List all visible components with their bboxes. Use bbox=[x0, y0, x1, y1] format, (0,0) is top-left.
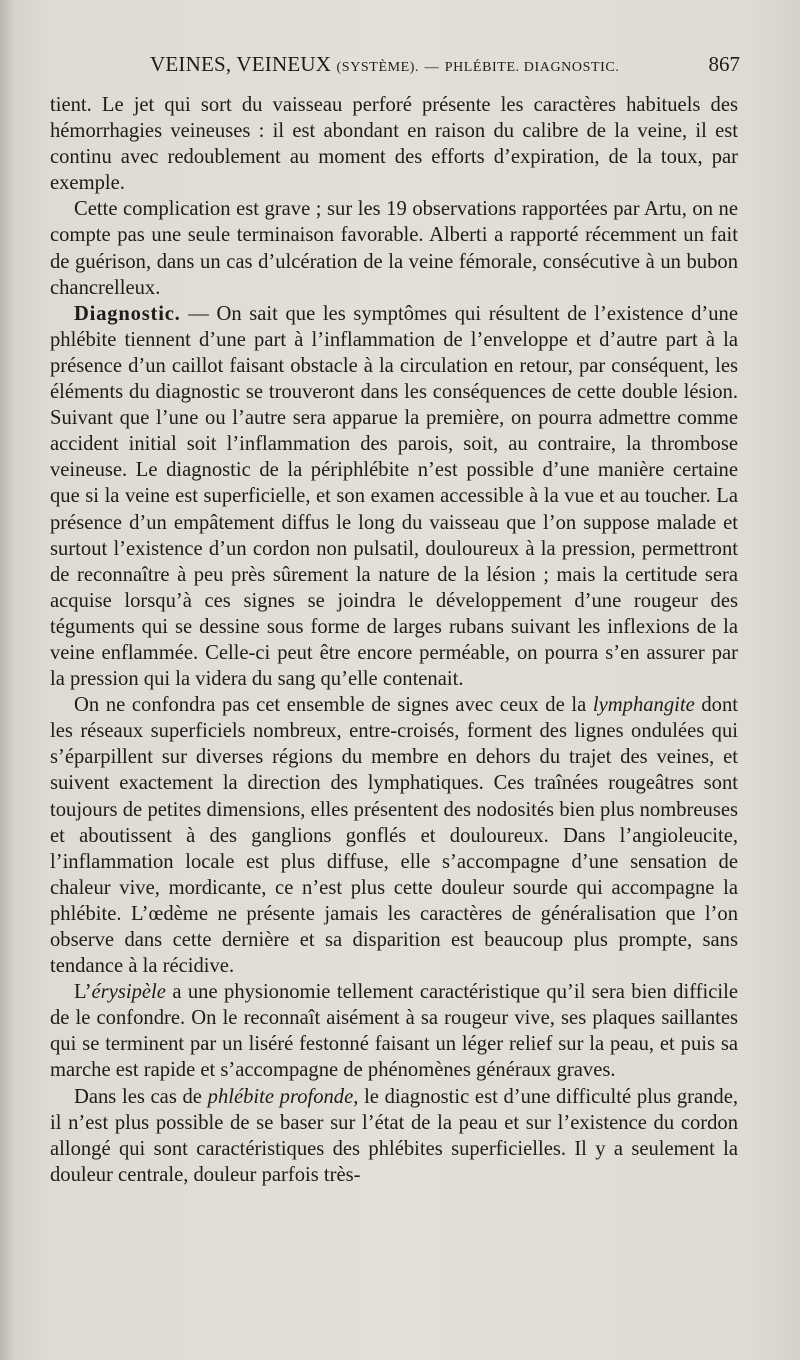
paragraph-continuation: tient. Le jet qui sort du vaisseau perforé présente les caractères habituels des hémorrhagies veineuses : il est abondant en raison du calibre de la veine, il est continu avec redoublement au moment des efforts d’expiration, de la toux, par exemple. bbox=[50, 94, 738, 195]
term-phlebite-profonde: phlébite profonde bbox=[207, 1085, 354, 1108]
header-title-sub: PHLÉBITE. DIAGNOSTIC. bbox=[444, 60, 620, 75]
header-title-main: VEINES, VEINEUX bbox=[150, 52, 332, 76]
page-edge-shadow bbox=[0, 0, 14, 1360]
page-number: 867 bbox=[708, 52, 740, 76]
paragraph-phlebite-profonde-intro: Dans les cas de bbox=[74, 1085, 208, 1108]
paragraph-phlebite-profonde bbox=[50, 1084, 738, 1188]
term-lymphangite: lymphangite bbox=[592, 694, 695, 717]
running-head-title bbox=[150, 52, 619, 77]
paragraph-complication: Cette complication est grave ; sur les 19 observations rapportées par Artu, on ne compte pas une seule terminaison favorable. Alberti a rapporté récemment un fait de guérison, dans un cas d’ulcération de la veine fémorale, consécutive à un bubon chancrelleux. bbox=[50, 198, 738, 299]
paragraph-lymphangite bbox=[50, 692, 738, 979]
paragraph-lymphangite-text: dont les réseaux superficiels nombreux, entre-croisés, forment des lignes ondulées qui s’éparpillent sur diverses régions du membre en dehors du trajet des veines, et suivent exactement la direction des lymphatiques. Ces traînées rougeâtres sont toujours de petites dimensions, elles présentent des nodosités bien plus nombreuses et aboutissent à des ganglions gonflés et douloureux. Dans l’angioleucite, l’inflammation locale est plus diffuse, elle s’accompagne d’une sensation de chaleur vive, mordicante, ce n’est plus cette douleur sourde qui accompagne la phlébite. L’œdème ne présente jamais les caractères de généralisation que l’on observe dans cette dernière et sa disparition est beaucoup plus prompte, sans tendance à la récidive. bbox=[50, 694, 738, 978]
paragraph-diagnostic-text: — On sait que les symptômes qui résultent de l’existence d’une phlébite tiennent d’une part à l’inflammation de l’enveloppe et d’autre part à la présence d’un caillot faisant obstacle à la circulation en retour, par conséquent, les éléments du diagnostic se trouveront dans les conséquences de cette double lésion. Suivant que l’une ou l’autre sera apparue la première, on pourra admettre comme accident initial soit l’inflammation des parois, soit, au contraire, la thrombose veineuse. Le diagnostic de la périphlébite n’est possible d’une manière certaine que si la veine est superficielle, et son examen accessible à la vue et au toucher. La présence d’un empâtement diffus le long du vaisseau que l’on suppose malade et surtout l’existence d’un cordon non pulsatil, douloureux à la pression, permettront de reconnaître à peu près sûrement la nature de la lésion ; mais la certitude sera acquise lorsqu’à ces signes se joindra le développement d’une rougeur des téguments qui se dessine sous forme de larges rubans suivant les inflexions de la veine enflammée. Celle-ci peut être encore perméable, on pourra s’en assurer par la pression qui la videra du sang qu’elle contenait. bbox=[50, 302, 738, 691]
paragraph-erysipele bbox=[50, 979, 738, 1083]
section-heading-diagnostic: Diagnostic. bbox=[74, 302, 181, 325]
header-dash: — bbox=[424, 60, 440, 75]
paragraph-erysipele-text: a une physionomie tellement caractéristique qu’il sera bien difficile de le confondre. On le reconnaît aisément à sa rougeur vive, ses plaques saillantes qui se terminent par un liséré festonné faisant un léger relief sur la peau, et puis sa marche est rapide et s’accompagne de phénomènes généraux graves. bbox=[50, 981, 738, 1082]
header-title-system: (SYSTÈME). bbox=[336, 60, 420, 75]
paragraph-lymphangite-intro: On ne confondra pas cet ensemble de signes avec ceux de la bbox=[74, 694, 593, 717]
paragraph-diagnostic bbox=[50, 301, 738, 692]
running-header bbox=[52, 52, 740, 82]
paragraph-phlebite-profonde-text: , le diagnostic est d’une difficulté plus grande, il n’est plus possible de se baser sur l’état de la peau et sur l’existence du cordon allongé qui sont caractéristiques des phlébites superficielles. Il y a seulement la douleur centrale, douleur parfois très- bbox=[50, 1085, 738, 1186]
term-erysipele: érysipèle bbox=[91, 981, 166, 1004]
body-text bbox=[50, 92, 738, 1188]
paragraph-erysipele-intro: L’ bbox=[74, 981, 92, 1004]
